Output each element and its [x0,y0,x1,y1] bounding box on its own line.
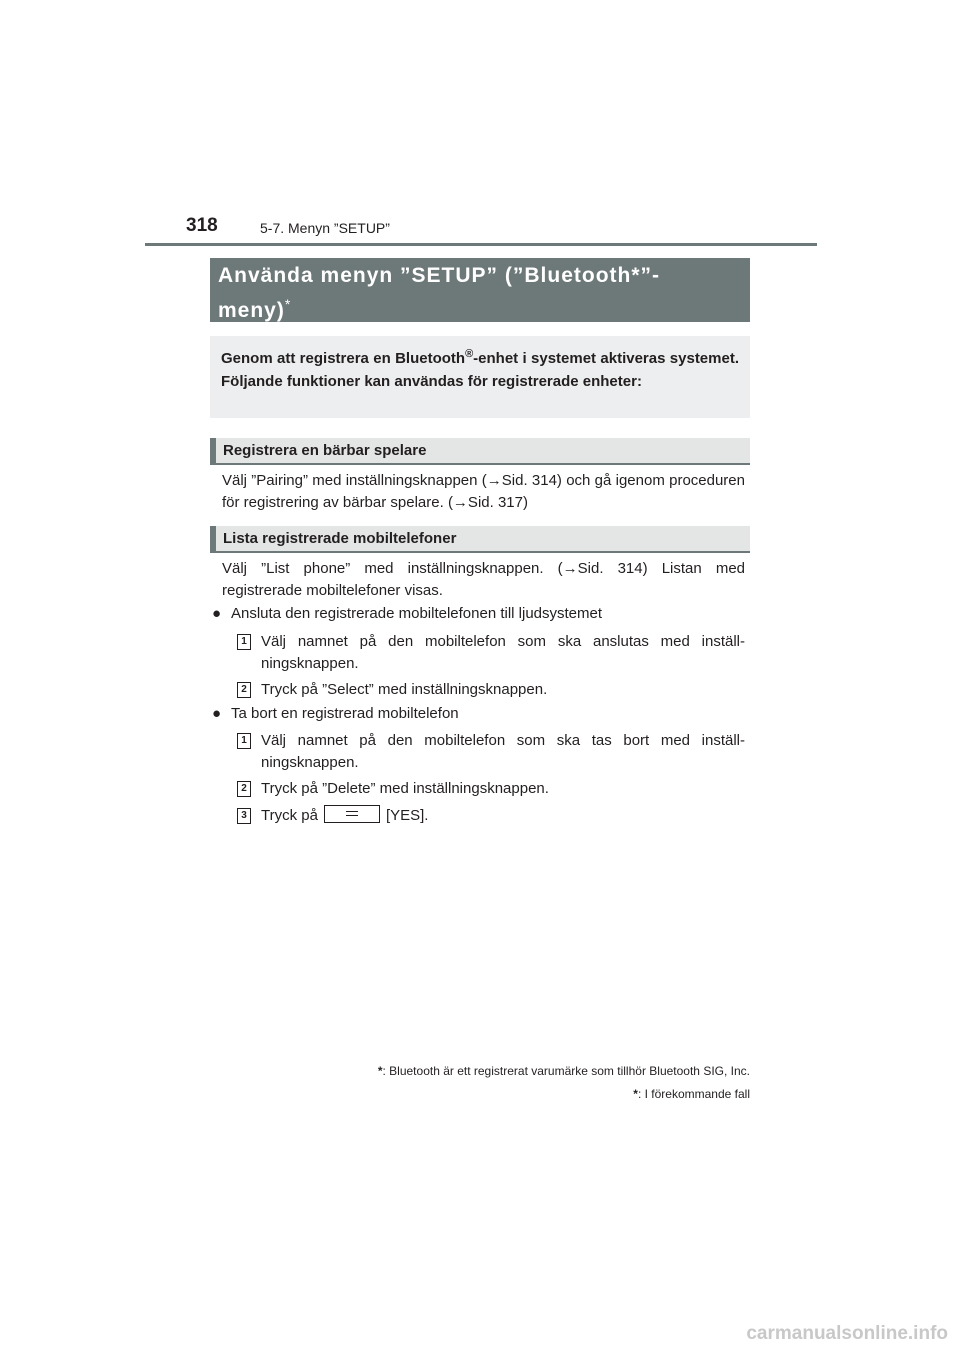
step-item [237,805,745,827]
list-phones-text: Välj ”List phone” med inställningsknappen. (→Sid. 314) Listan med registrerade mobiltelefoner visas. [222,560,745,599]
step-number: 2 [237,781,251,797]
footnote-mark: * [377,1064,383,1078]
subsection-heading-text: Lista registrerade mobiltelefoner [223,530,457,547]
step-number: 1 [237,733,251,749]
footnote-text: : Bluetooth är ett registrerat varumärke som tillhör Bluetooth SIG, Inc. [382,1064,750,1078]
section-title-line1: Använda menyn ”SETUP” (”Bluetooth*”- [218,264,661,287]
intro-box [210,336,750,418]
step-number: 3 [237,808,251,824]
step-item [237,679,745,701]
step-item [237,778,745,800]
step-number: 1 [237,634,251,650]
intro-text-1: Genom att registrera en Bluetooth [221,350,466,367]
bullet-icon: ● [212,705,222,722]
footnote [378,1064,750,1078]
bullet-label: Ta bort en registrerad mobiltelefon [231,705,459,722]
section-title [210,258,750,322]
step-text [261,805,745,827]
step-text-after: [YES]. [385,807,429,824]
bullet-connect-phone [212,603,745,625]
watermark: carmanualsonline.info [746,1323,948,1344]
subsection-heading-text: Registrera en bärbar spelare [223,442,427,459]
step-text: Välj namnet på den mobiltelefon som ska tas bort med inställ-ningsknappen. [261,732,745,771]
header-divider [145,243,817,246]
page-number: 318 [186,215,218,236]
step-item [237,730,745,774]
bullet-label: Ansluta den registrerade mobiltelefonen till ljudsystemet [231,605,603,622]
bullet-icon: ● [212,605,222,622]
step-text: Tryck på ”Delete” med inställningsknappen. [261,780,549,797]
set-button-icon [324,805,380,823]
intro-text-2: -enhet i systemet aktiveras systemet. Följande funktioner kan användas för registrerade enheter: [221,350,739,390]
step-text-before: Tryck på [261,807,318,824]
footnote-mark: * [633,1087,638,1101]
step-text: Välj namnet på den mobiltelefon som ska anslutas med inställ-ningsknappen. [261,633,745,672]
registered-mark: ® [465,348,474,360]
bullet-delete-phone [212,703,745,725]
subsection-heading-register-player [210,438,750,465]
subsection-heading-list-phones [210,526,750,553]
section-title-line2-text: meny) [218,299,285,322]
title-footnote-mark: * [284,296,292,312]
footnote-text: : I förekommande fall [637,1087,750,1101]
step-item [237,631,745,675]
footnote [633,1087,750,1101]
section-title-line2 [218,290,742,325]
step-number: 2 [237,682,251,698]
register-player-text: Välj ”Pairing” med inställningsknappen (→Sid. 314) och gå igenom proceduren för registrering av bärbar spelare. (→Sid. 317) [222,472,745,511]
step-text: Tryck på ”Select” med inställningsknappen. [261,681,548,698]
chapter-title: 5-7. Menyn ”SETUP” [260,220,390,236]
